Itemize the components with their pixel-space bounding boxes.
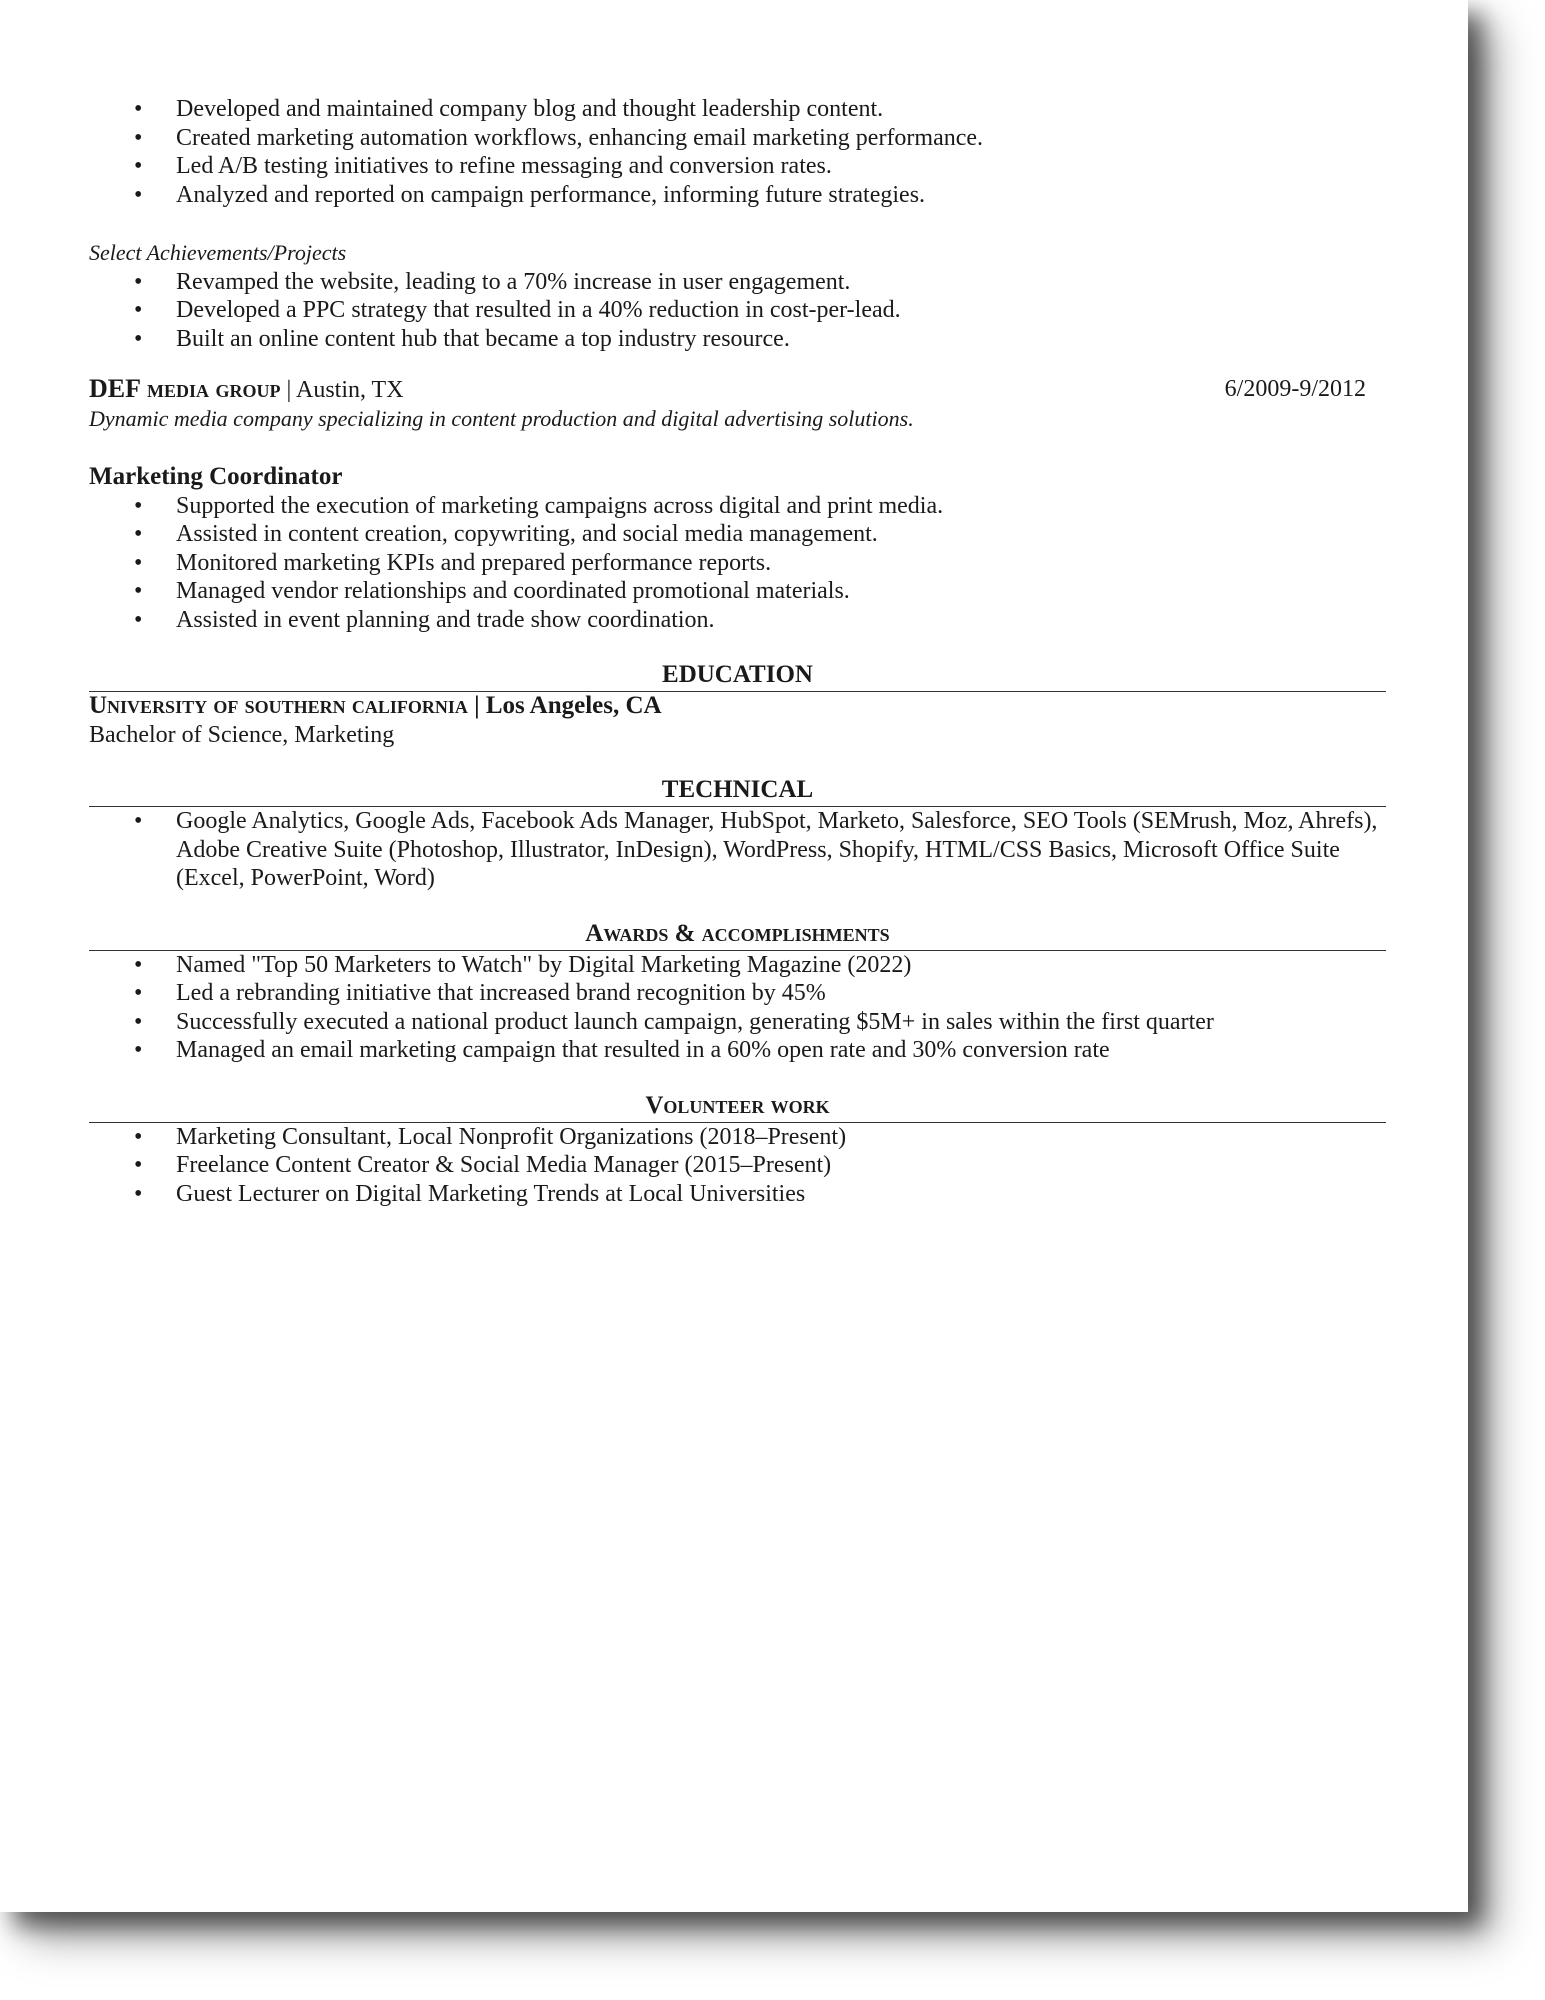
achievements-list: [89, 268, 1386, 354]
company-heading: [89, 375, 404, 405]
school-name: University of southern california: [89, 692, 468, 719]
section-title-volunteer: Volunteer work: [89, 1091, 1386, 1123]
list-item: • Developed a PPC strategy that resulted in a 40% reduction in cost-per-lead.: [89, 296, 1386, 325]
list-item: • Named "Top 50 Marketers to Watch" by Digital Marketing Magazine (2022): [89, 951, 1386, 980]
list-item: • Freelance Content Creator & Social Media Manager (2015–Present): [89, 1151, 1386, 1180]
job-dates: 6/2009-9/2012: [1224, 376, 1366, 402]
list-item: • Monitored marketing KPIs and prepared performance reports.: [89, 549, 1386, 578]
company-name-prefix: DEF: [89, 374, 141, 403]
list-item: • Marketing Consultant, Local Nonprofit Organizations (2018–Present): [89, 1123, 1386, 1152]
list-item: • Built an online content hub that became a top industry resource.: [89, 325, 1386, 354]
company-location: Austin, TX: [295, 377, 404, 403]
awards-list: [89, 951, 1386, 1065]
list-item: • Managed an email marketing campaign that resulted in a 60% open rate and 30% conversion rate: [89, 1036, 1386, 1065]
list-item: • Analyzed and reported on campaign performance, informing future strategies.: [89, 181, 1386, 210]
list-item: • Managed vendor relationships and coordinated promotional materials.: [89, 577, 1386, 606]
list-item: • Guest Lecturer on Digital Marketing Trends at Local Universities: [89, 1180, 1386, 1209]
achievements-heading: Select Achievements/Projects: [89, 240, 347, 265]
company-separator: |: [280, 377, 296, 403]
list-item: • Led A/B testing initiatives to refine messaging and conversion rates.: [89, 152, 1386, 181]
section-title-education: EDUCATION: [89, 660, 1386, 692]
list-item: • Assisted in content creation, copywriting, and social media management.: [89, 520, 1386, 549]
company-description: Dynamic media company specializing in content production and digital advertising solutions.: [89, 405, 914, 431]
list-item: • Developed and maintained company blog and thought leadership content.: [89, 95, 1386, 124]
list-item: • Google Analytics, Google Ads, Facebook Ads Manager, HubSpot, Marketo, Salesforce, SEO Tools (SEMrush, Moz, Ahrefs), Adobe Creative Suite (Photoshop, Illustrator, InDesign), WordPress, Shopify, HTML/CSS Basics, Microsoft Office Suite (Excel, PowerPoint, Word): [89, 807, 1386, 893]
list-item: • Supported the execution of marketing campaigns across digital and print media.: [89, 492, 1386, 521]
technical-list: [89, 807, 1386, 893]
section-title-awards: Awards & accomplishments: [89, 919, 1386, 951]
list-item: • Created marketing automation workflows, enhancing email marketing performance.: [89, 124, 1386, 153]
school-location: Los Angeles, CA: [485, 692, 662, 719]
previous-job-bullets: [89, 95, 1386, 209]
resume-content: [89, 95, 1386, 1208]
def-job-bullets: [89, 492, 1386, 635]
volunteer-list: [89, 1123, 1386, 1209]
list-item: • Successfully executed a national product launch campaign, generating $5M+ in sales within the first quarter: [89, 1008, 1386, 1037]
list-item: • Assisted in event planning and trade show coordination.: [89, 606, 1386, 635]
job-title: Marketing Coordinator: [89, 463, 343, 490]
school-row: [89, 692, 1386, 721]
list-item: • Revamped the website, leading to a 70% increase in user engagement.: [89, 268, 1386, 297]
company-name-rest: media group: [147, 374, 281, 403]
list-item: • Led a rebranding initiative that increased brand recognition by 45%: [89, 979, 1386, 1008]
school-separator: |: [467, 692, 486, 719]
company-row-def: [89, 375, 1386, 405]
degree: Bachelor of Science, Marketing: [89, 721, 395, 748]
section-title-technical: TECHNICAL: [89, 775, 1386, 807]
